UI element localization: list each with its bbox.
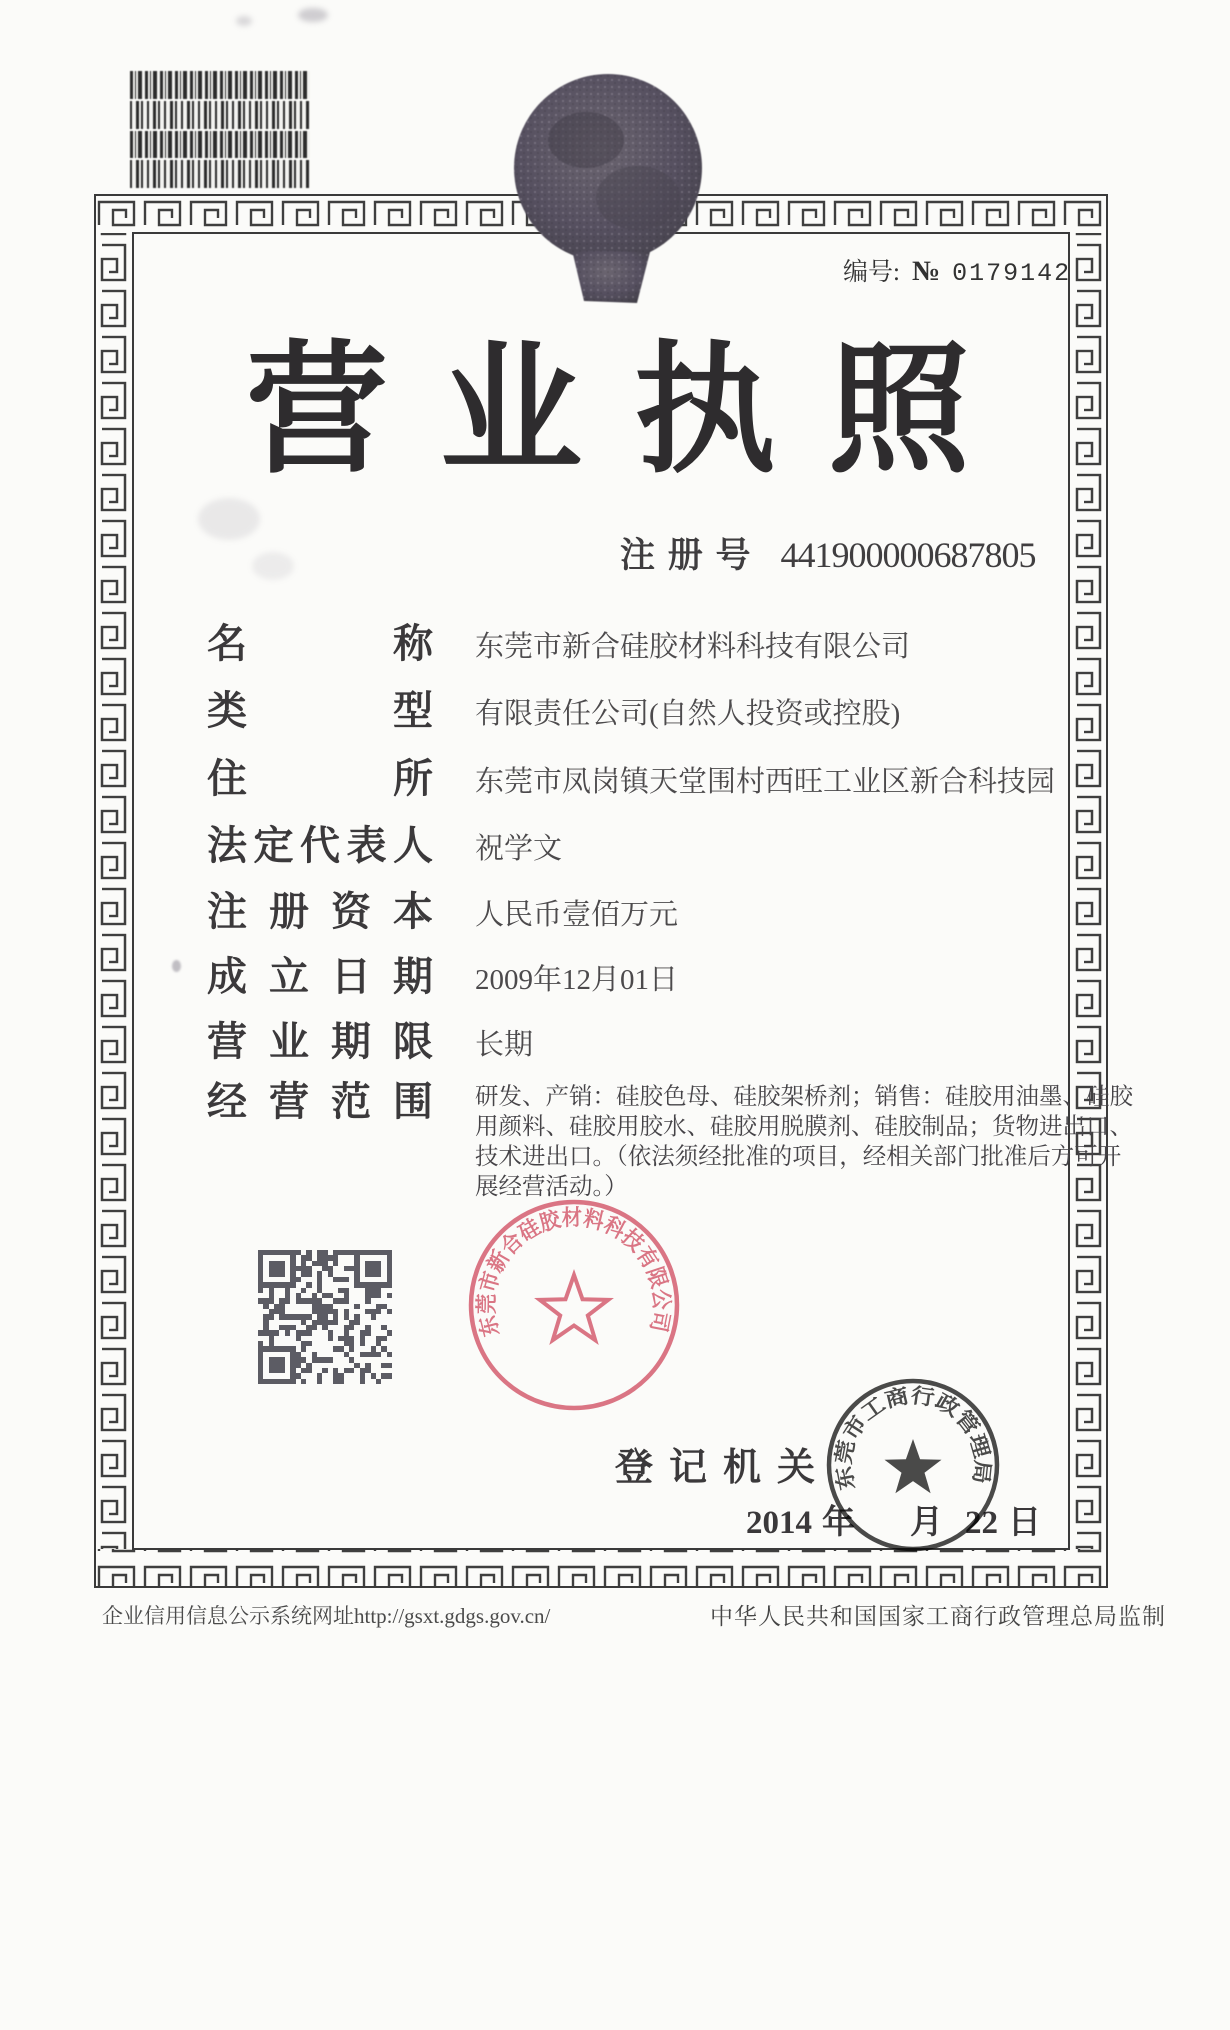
page-title: 营 业 执 照 (246, 331, 970, 490)
issue-year-unit: 年 (822, 1505, 855, 1541)
field-label: 类 型 (207, 688, 433, 733)
field-label: 法 定 代 表 人 (207, 823, 433, 868)
barcode-row (130, 131, 310, 159)
registration-value: 441900000687805 (780, 535, 1036, 575)
field-label: 注 册 资 本 (207, 889, 433, 934)
field-value: 研发、产销：硅胶色母、硅胶架桥剂；销售：硅胶用油墨、硅胶用颜料、硅胶用胶水、硅胶用脱膜剂、硅胶制品；货物进出口、技术进出口。（依法须经批准的项目，经相关部门批准后方可开展经营活动。） (475, 1084, 1133, 1200)
seal-ring (471, 1202, 677, 1408)
registrar-label: 登 记 机 关 (615, 1447, 815, 1489)
field-row-address (207, 755, 1055, 803)
issue-month-unit: 月 (910, 1505, 943, 1541)
field-label: 名 称 (207, 621, 433, 666)
serial-number: 0179142 (952, 259, 1072, 288)
barcode-row (130, 101, 310, 129)
scan-smudge (298, 8, 328, 22)
registrar-seal-text: 东莞市工商行政管理局 (831, 1383, 995, 1493)
field-value: 2009年12月01日 (475, 964, 679, 996)
barcode-row (130, 160, 310, 188)
field-row-business-scope (207, 1078, 1135, 1202)
national-emblem-icon (498, 70, 723, 310)
barcode-row (130, 71, 310, 99)
field-value: 有限责任公司(自然人投资或控股) (475, 698, 901, 730)
footer-issuing-authority: 中华人民共和国国家工商行政管理总局监制 (710, 1604, 1166, 1629)
field-label: 住 所 (207, 756, 433, 801)
footer-credit-system-url: 企业信用信息公示系统网址http://gsxt.gdgs.gov.cn/ (102, 1604, 551, 1628)
field-row-business-term (207, 1018, 533, 1066)
qr-code (258, 1250, 392, 1384)
field-label: 营 业 期 限 (207, 1019, 433, 1064)
field-row-type (207, 687, 900, 735)
field-row-establishment-date (207, 953, 678, 1001)
serial-label: 编号: (843, 259, 900, 286)
serial-number-row (843, 252, 1071, 288)
field-value: 长期 (475, 1029, 534, 1061)
star-icon (540, 1275, 608, 1340)
field-label: 成 立 日 期 (207, 954, 433, 999)
company-seal-text: 东莞市新合硅胶材料科技有限公司 (473, 1204, 675, 1340)
registration-number-row (620, 528, 1036, 578)
barcode (130, 71, 310, 188)
numero-symbol: № (911, 256, 941, 287)
registration-label: 注 册 号 (620, 536, 753, 575)
issue-day-unit: 日 (1008, 1505, 1041, 1541)
field-value: 人民币壹佰万元 (475, 899, 679, 931)
issue-day: 22 (965, 1505, 998, 1541)
field-row-registered-capital (207, 888, 678, 936)
company-seal (454, 1185, 694, 1425)
field-value: 东莞市新合硅胶材料科技有限公司 (475, 631, 911, 663)
field-label: 经 营 范 围 (207, 1079, 433, 1124)
field-value: 东莞市凤岗镇天堂围村西旺工业区新合科技园 (475, 766, 1056, 798)
field-row-name (207, 620, 910, 668)
star-icon (885, 1439, 942, 1493)
scan-smudge (236, 16, 252, 26)
issue-year: 2014 (746, 1505, 812, 1541)
field-row-legal-representative (207, 822, 562, 870)
registrar-seal (813, 1365, 1013, 1565)
field-value: 祝学文 (475, 833, 563, 865)
